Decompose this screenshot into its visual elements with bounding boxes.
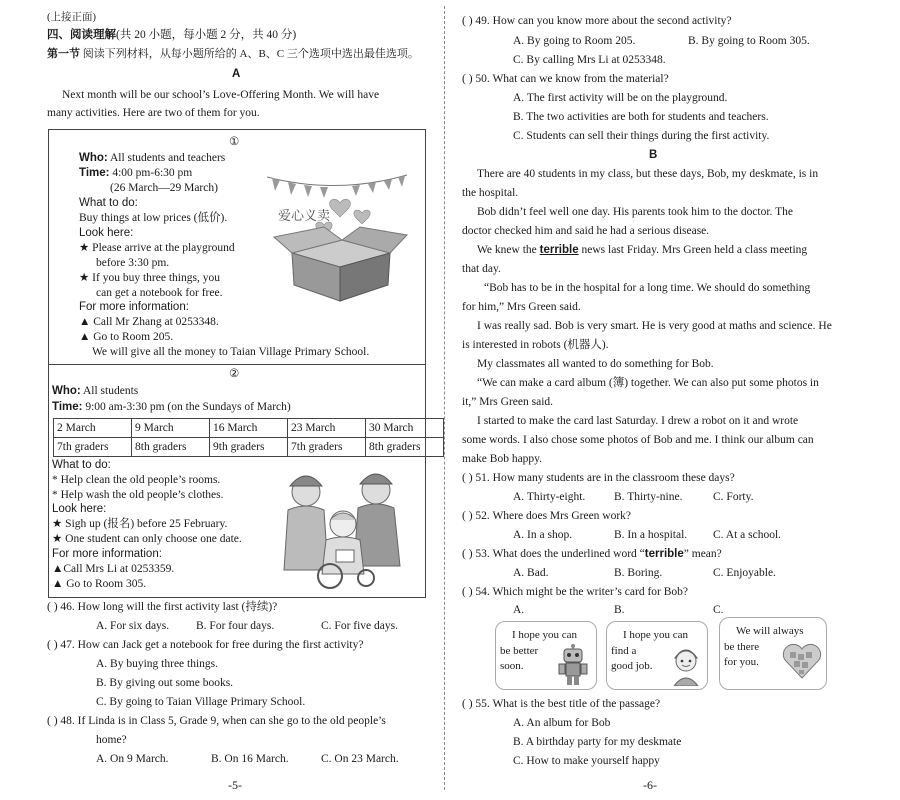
passage-a-label: A <box>232 68 241 80</box>
passage-b-p4-line-1: “Bob has to be in the hospital for a long time. We should do something <box>484 282 811 294</box>
passage-b-p2-line-1: Bob didn’t feel well one day. His parents took him to the doctor. The <box>477 206 793 218</box>
table-cell: 9th graders <box>210 438 288 457</box>
question-52: ( ) 52. Where does Mrs Green work? <box>462 510 632 522</box>
passage-b-p8-line-2: some words. I also chose some photos of Bob and me. I think our album can <box>462 434 814 446</box>
activity-1-number: ① <box>229 136 240 148</box>
question-51: ( ) 51. How many students are in the classroom these days? <box>462 472 735 484</box>
card-a-line-1: I hope you can <box>512 629 578 641</box>
activity-1-look-1a: ★ Please arrive at the playground <box>79 242 235 254</box>
card-option-b <box>606 621 708 690</box>
q55-option-a: A. An album for Bob <box>513 717 611 729</box>
table-cell: 16 March <box>210 419 288 438</box>
q50-option-a: A. The first activity will be on the playground. <box>513 92 728 104</box>
q46-option-b: B. For four days. <box>196 620 275 632</box>
q50-option-c: C. Students can sell their things during the first activity. <box>513 130 770 142</box>
question-47: ( ) 47. How can Jack get a notebook for free during the first activity? <box>47 639 364 651</box>
activity-2-what-1: * Help clean the old people’s rooms. <box>52 474 221 486</box>
activity-1-time: Time: 4:00 pm-6:30 pm <box>79 167 193 179</box>
activity-2-info-2: ▲ Go to Room 305. <box>52 578 147 590</box>
table-cell: 9 March <box>132 419 210 438</box>
passage-b-p3-line-2: that day. <box>462 263 501 275</box>
activity-2-time: Time: 9:00 am-3:30 pm (on the Sundays of March) <box>52 401 291 413</box>
passage-b-label: B <box>649 149 658 161</box>
page-number-left: -5- <box>228 778 242 792</box>
part-instruction: 第一节 阅读下列材料，从每小题所给的 A、B、C 三个选项中选出最佳选项。 <box>47 48 419 60</box>
q49-option-b: B. By going to Room 305. <box>688 35 810 47</box>
question-46: ( ) 46. How long will the first activity last (持续)? <box>47 601 278 613</box>
table-cell: 7th graders <box>288 438 366 457</box>
photo-heart-collage-icon <box>782 640 822 680</box>
schedule-table <box>53 418 444 457</box>
charity-gift-box-illustration <box>262 165 412 303</box>
table-cell: 8th graders <box>366 438 444 457</box>
passage-b-p5-line-2: is interested in robots (机器人). <box>462 339 609 351</box>
table-cell: 8th graders <box>132 438 210 457</box>
activity-2-look-1: ★ Sigh up (报名) before 25 February. <box>52 518 228 530</box>
passage-b-p4-line-2: for him,” Mrs Green said. <box>462 301 581 313</box>
passage-b-p1-line-2: the hospital. <box>462 187 519 199</box>
q52-option-a: A. In a shop. <box>513 529 573 541</box>
card-c-line-2: be there <box>724 641 760 653</box>
question-48-line-2: home? <box>96 734 127 746</box>
activity-2-number: ② <box>229 368 240 380</box>
card-a-line-2: be better <box>500 645 539 657</box>
q52-option-c: C. At a school. <box>713 529 782 541</box>
intro-line-1: Next month will be our school’s Love-Offering Month. We will have <box>62 89 380 101</box>
q49-option-c: C. By calling Mrs Li at 0253348. <box>513 54 666 66</box>
table-cell: 7th graders <box>54 438 132 457</box>
passage-b-p7-line-2: it,” Mrs Green said. <box>462 396 554 408</box>
q53-option-c: C. Enjoyable. <box>713 567 776 579</box>
q54-label-b: B. <box>614 604 625 616</box>
passage-b-p7-line-1: “We can make a card album (簿) together. We can also put some photos in <box>477 377 819 389</box>
q54-label-c: C. <box>713 604 724 616</box>
passage-b-p3-line-1: We knew the terrible news last Friday. Mrs Green held a class meeting <box>477 244 808 256</box>
q48-option-b: B. On 16 March. <box>211 753 289 765</box>
passage-b-p6: My classmates all wanted to do something for Bob. <box>477 358 714 370</box>
activity-1-look-1b: before 3:30 pm. <box>96 257 170 269</box>
activity-2-who: Who: All students <box>52 385 139 397</box>
intro-line-2: many activities. Here are two of them for you. <box>47 107 260 119</box>
q53-option-a: A. Bad. <box>513 567 549 579</box>
q51-option-b: B. Thirty-nine. <box>614 491 683 503</box>
q54-label-a: A. <box>513 604 525 616</box>
card-b-line-1: I hope you can <box>623 629 689 641</box>
q46-option-c: C. For five days. <box>321 620 398 632</box>
underlined-word-terrible: terrible <box>539 244 579 256</box>
passage-b-p8-line-1: I started to make the card last Saturday. I drew a robot on it and wrote <box>477 415 799 427</box>
activity-1-dates: (26 March—29 March) <box>110 182 218 194</box>
question-50: ( ) 50. What can we know from the material? <box>462 73 669 85</box>
table-cell: 2 March <box>54 419 132 438</box>
card-a-line-3: soon. <box>500 660 524 672</box>
robot-icon <box>556 644 590 686</box>
card-b-line-2: find a <box>611 645 637 657</box>
q47-option-b: B. By giving out some books. <box>96 677 234 689</box>
activity-2-look-label: Look here: <box>52 503 107 515</box>
q55-option-c: C. How to make yourself happy <box>513 755 660 767</box>
section-title: 四、阅读理解(共 20 小题，每小题 2 分，共 40 分) <box>47 29 297 41</box>
table-cell: 30 March <box>366 419 444 438</box>
question-48-line-1: ( ) 48. If Linda is in Class 5, Grade 9, when can she go to the old people’s <box>47 715 386 727</box>
activity-1-look-2a: ★ If you buy three things, you <box>79 272 220 284</box>
activity-2-what-2: * Help wash the old people’s clothes. <box>52 489 224 501</box>
activity-2-look-2: ★ One student can only choose one date. <box>52 533 242 545</box>
activity-1-what: Buy things at low prices (低价). <box>79 212 228 224</box>
q48-option-c: C. On 23 March. <box>321 753 399 765</box>
activity-1-what-label: What to do: <box>79 197 138 209</box>
q47-option-c: C. By going to Taian Village Primary School. <box>96 696 306 708</box>
activity-1-look-2b: can get a notebook for free. <box>96 287 223 299</box>
passage-b-p1-line-1: There are 40 students in my class, but these days, Bob, my deskmate, is in <box>477 168 819 180</box>
q52-option-b: B. In a hospital. <box>614 529 688 541</box>
banner-text: 爱心义卖 <box>278 209 331 224</box>
card-c-line-1: We will always <box>736 625 804 637</box>
card-option-c <box>719 617 827 690</box>
question-54: ( ) 54. Which might be the writer’s card for Bob? <box>462 586 688 598</box>
question-55: ( ) 55. What is the best title of the passage? <box>462 698 661 710</box>
volunteers-helping-elderly-illustration <box>268 462 418 592</box>
card-b-line-3: good job. <box>611 660 653 672</box>
student-boy-icon <box>669 644 703 686</box>
q51-option-a: A. Thirty-eight. <box>513 491 586 503</box>
q48-option-a: A. On 9 March. <box>96 753 169 765</box>
schedule-dates-row <box>54 419 444 438</box>
activity-1-who: Who: All students and teachers <box>79 152 226 164</box>
column-divider <box>444 6 445 790</box>
q46-option-a: A. For six days. <box>96 620 170 632</box>
card-c-line-3: for you. <box>724 656 759 668</box>
activity-2-info-1: ▲Call Mrs Li at 0253359. <box>52 563 175 575</box>
question-53: ( ) 53. What does the underlined word “terrible” mean? <box>462 548 722 560</box>
question-49: ( ) 49. How can you know more about the second activity? <box>462 15 732 27</box>
activity-2-info-label: For more information: <box>52 548 162 560</box>
q55-option-b: B. A birthday party for my deskmate <box>513 736 682 748</box>
activity-2-what-label: What to do: <box>52 459 111 471</box>
passage-b-p5-line-1: I was really sad. Bob is very smart. He is very good at maths and science. He <box>477 320 832 332</box>
passage-b-p2-line-2: doctor checked him and said he had a serious disease. <box>462 225 710 237</box>
activity-1-look-label: Look here: <box>79 227 134 239</box>
activity-1-info-2: ▲ Go to Room 205. <box>79 331 174 343</box>
card-option-a <box>495 621 597 690</box>
schedule-grades-row <box>54 438 444 457</box>
activity-1-info-1: ▲ Call Mr Zhang at 0253348. <box>79 316 219 328</box>
q49-option-a: A. By going to Room 205. <box>513 35 636 47</box>
q53-option-b: B. Boring. <box>614 567 663 579</box>
activity-1-info-3: We will give all the money to Taian Village Primary School. <box>92 346 370 358</box>
q50-option-b: B. The two activities are both for students and teachers. <box>513 111 769 123</box>
header-note: (上接正面) <box>47 12 96 23</box>
table-cell: 23 March <box>288 419 366 438</box>
page-number-right: -6- <box>643 778 657 792</box>
passage-b-p8-line-3: make Bob happy. <box>462 453 543 465</box>
activity-1-info-label: For more information: <box>79 301 189 313</box>
q47-option-a: A. By buying three things. <box>96 658 219 670</box>
q51-option-c: C. Forty. <box>713 491 754 503</box>
